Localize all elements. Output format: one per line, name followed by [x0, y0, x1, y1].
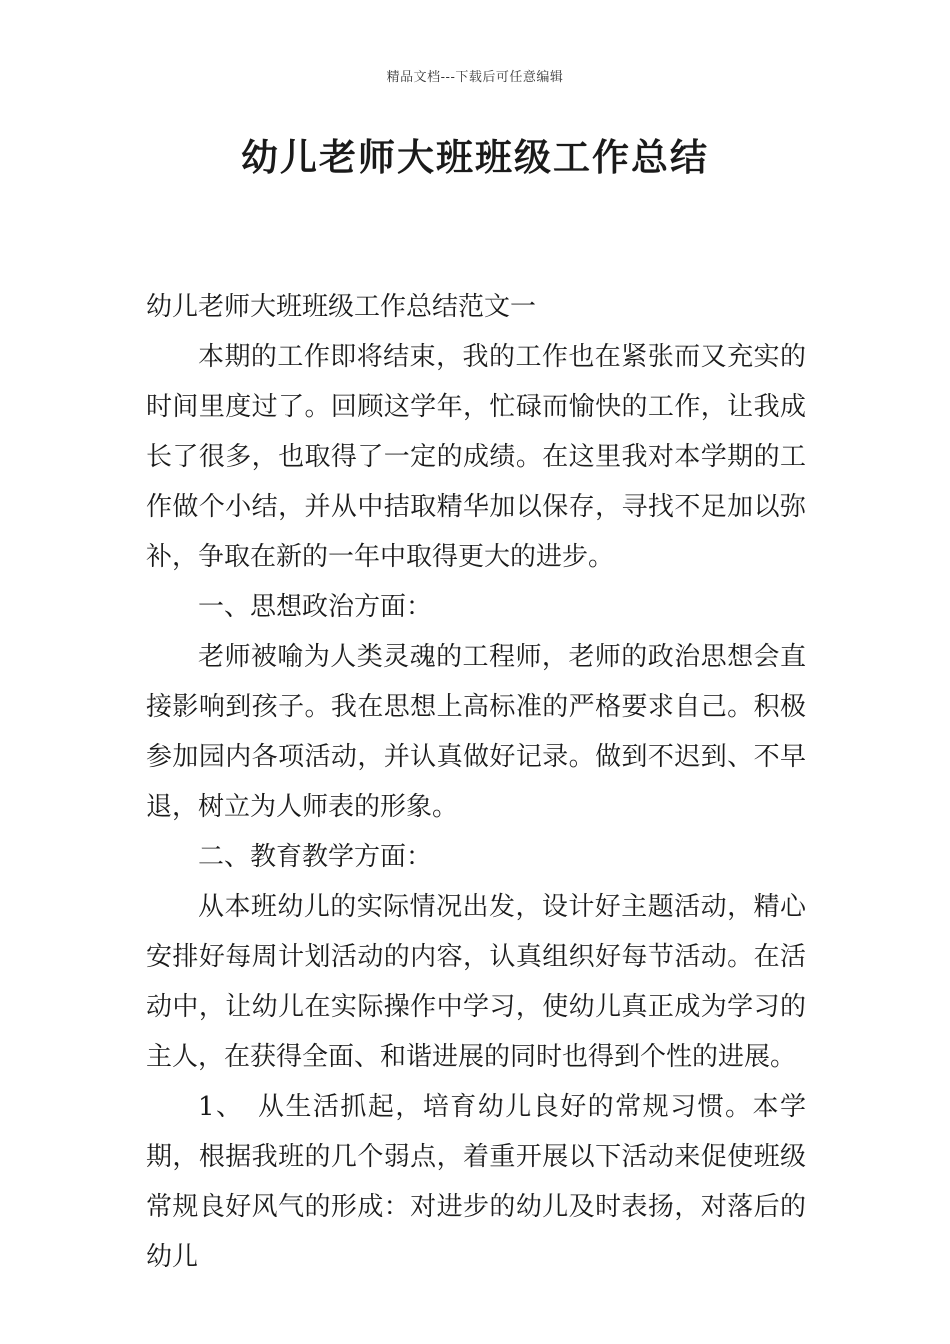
paragraph: 本期的工作即将结束，我的工作也在紧张而又充实的时间里度过了。回顾这学年，忙碌而愉快的工作，让我成长了很多，也取得了一定的成绩。在这里我对本学期的工作做个小结，并从中拮取精华加以保存，寻找不足加以弥补，争取在新的一年中取得更大的进步。: [146, 342, 806, 572]
document-title: 幼儿老师大班班级工作总结: [241, 136, 709, 179]
paragraph: 1、 从生活抓起，培育幼儿良好的常规习惯。本学期，根据我班的几个弱点，着重开展以下活动来促使班级常规良好风气的形成：对进步的幼儿及时表扬，对落后的幼儿: [146, 1092, 806, 1272]
header-note: 精品文档---下载后可任意编辑: [386, 70, 564, 85]
section-heading: 一、思想政治方面：: [198, 592, 433, 622]
document-body: [146, 282, 806, 1282]
paragraph: 幼儿老师大班班级工作总结范文一: [146, 292, 537, 322]
paragraph: 老师被喻为人类灵魂的工程师，老师的政治思想会直接影响到孩子。我在思想上高标准的严格要求自己。积极参加园内各项活动，并认真做好记录。做到不迟到、不早退，树立为人师表的形象。: [146, 642, 806, 822]
section-heading: 二、教育教学方面：: [198, 842, 433, 872]
paragraph: 从本班幼儿的实际情况出发，设计好主题活动，精心安排好每周计划活动的内容，认真组织好每节活动。在活动中，让幼儿在实际操作中学习，使幼儿真正成为学习的主人，在获得全面、和谐进展的同时也得到个性的进展。: [146, 892, 806, 1072]
